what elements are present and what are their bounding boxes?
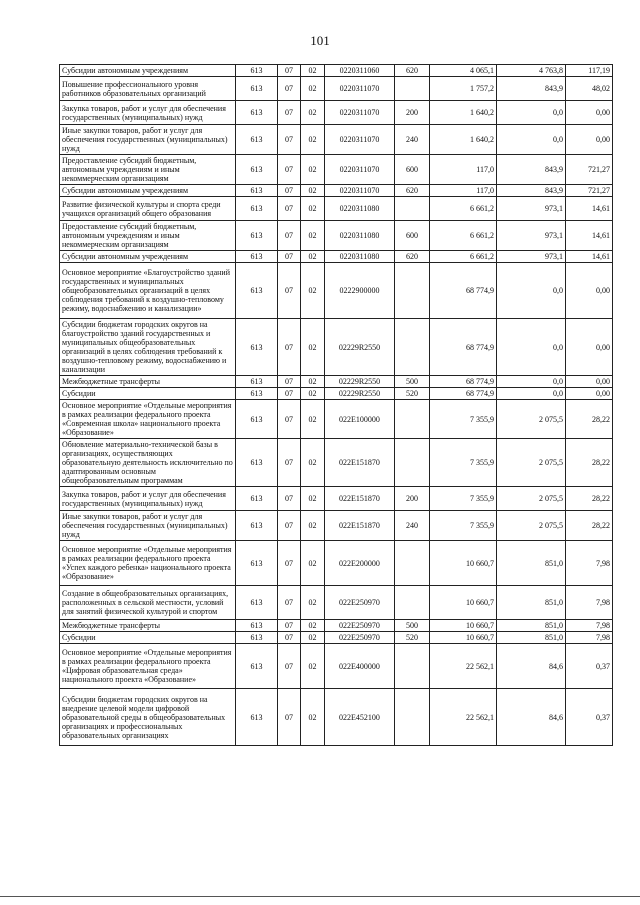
row-actual: 0,0 xyxy=(497,125,566,155)
table-row xyxy=(60,689,613,746)
row-section: 07 xyxy=(278,541,301,586)
row-percent: 14,61 xyxy=(566,221,613,251)
row-plan: 4 065,1 xyxy=(430,65,497,77)
table-row xyxy=(60,77,613,101)
row-actual: 0,0 xyxy=(497,319,566,376)
table-row xyxy=(60,251,613,263)
row-expense-type: 500 xyxy=(395,620,430,632)
row-target-code: 02229R2550 xyxy=(325,376,395,388)
table-row xyxy=(60,65,613,77)
row-target-code: 0220311080 xyxy=(325,251,395,263)
row-actual: 0,0 xyxy=(497,101,566,125)
row-subsection: 02 xyxy=(301,65,325,77)
row-name: Повышение профессионального уровня работников образовательных организаций xyxy=(60,77,236,101)
row-subsection: 02 xyxy=(301,689,325,746)
table-row xyxy=(60,439,613,487)
row-expense-type xyxy=(395,197,430,221)
row-target-code: 0220311060 xyxy=(325,65,395,77)
row-subsection: 02 xyxy=(301,541,325,586)
row-name: Субсидии автономным учреждениям xyxy=(60,185,236,197)
row-target-code: 022E250970 xyxy=(325,632,395,644)
footer-rule xyxy=(0,896,640,897)
row-expense-type: 200 xyxy=(395,487,430,511)
row-actual: 843,9 xyxy=(497,155,566,185)
row-grbs: 613 xyxy=(236,388,278,400)
row-target-code: 0220311070 xyxy=(325,125,395,155)
row-percent: 7,98 xyxy=(566,586,613,620)
row-actual: 843,9 xyxy=(497,77,566,101)
row-actual: 973,1 xyxy=(497,251,566,263)
row-section: 07 xyxy=(278,319,301,376)
row-subsection: 02 xyxy=(301,125,325,155)
row-plan: 6 661,2 xyxy=(430,221,497,251)
row-percent: 28,22 xyxy=(566,487,613,511)
row-grbs: 613 xyxy=(236,251,278,263)
row-percent: 0,00 xyxy=(566,101,613,125)
row-subsection: 02 xyxy=(301,644,325,689)
row-section: 07 xyxy=(278,487,301,511)
row-expense-type: 600 xyxy=(395,221,430,251)
row-plan: 22 562,1 xyxy=(430,644,497,689)
row-section: 07 xyxy=(278,185,301,197)
row-name: Иные закупки товаров, работ и услуг для обеспечения государственных (муниципальных) нужд xyxy=(60,511,236,541)
row-target-code: 02229R2550 xyxy=(325,388,395,400)
row-plan: 10 660,7 xyxy=(430,541,497,586)
row-name: Закупка товаров, работ и услуг для обеспечения государственных (муниципальных) нужд xyxy=(60,487,236,511)
row-percent: 14,61 xyxy=(566,197,613,221)
row-subsection: 02 xyxy=(301,487,325,511)
row-grbs: 613 xyxy=(236,400,278,439)
table-row xyxy=(60,487,613,511)
row-plan: 22 562,1 xyxy=(430,689,497,746)
row-target-code: 0220311070 xyxy=(325,185,395,197)
row-grbs: 613 xyxy=(236,197,278,221)
row-percent: 7,98 xyxy=(566,632,613,644)
row-grbs: 613 xyxy=(236,644,278,689)
row-section: 07 xyxy=(278,221,301,251)
row-subsection: 02 xyxy=(301,620,325,632)
row-plan: 7 355,9 xyxy=(430,487,497,511)
table-row xyxy=(60,197,613,221)
table-row xyxy=(60,155,613,185)
row-actual: 84,6 xyxy=(497,689,566,746)
row-section: 07 xyxy=(278,125,301,155)
row-grbs: 613 xyxy=(236,439,278,487)
row-target-code: 0222900000 xyxy=(325,263,395,319)
row-actual: 84,6 xyxy=(497,644,566,689)
row-section: 07 xyxy=(278,632,301,644)
table-row xyxy=(60,101,613,125)
row-name: Предоставление субсидий бюджетным, автономным учреждениям и иным некоммерческим организациям xyxy=(60,155,236,185)
row-actual: 2 075,5 xyxy=(497,439,566,487)
row-section: 07 xyxy=(278,620,301,632)
row-section: 07 xyxy=(278,101,301,125)
row-target-code: 022E250970 xyxy=(325,620,395,632)
row-actual: 0,0 xyxy=(497,263,566,319)
row-plan: 117,0 xyxy=(430,185,497,197)
row-name: Межбюджетные трансферты xyxy=(60,376,236,388)
row-grbs: 613 xyxy=(236,632,278,644)
row-percent: 7,98 xyxy=(566,541,613,586)
row-percent: 0,00 xyxy=(566,319,613,376)
row-subsection: 02 xyxy=(301,632,325,644)
row-percent: 0,00 xyxy=(566,263,613,319)
row-percent: 28,22 xyxy=(566,400,613,439)
row-grbs: 613 xyxy=(236,487,278,511)
row-name: Основное мероприятие «Отдельные мероприятия в рамках реализации федерального проекта «Современная школа» национального проекта «Образование» xyxy=(60,400,236,439)
table-row xyxy=(60,632,613,644)
row-percent: 721,27 xyxy=(566,155,613,185)
row-grbs: 613 xyxy=(236,586,278,620)
row-percent: 7,98 xyxy=(566,620,613,632)
row-target-code: 0220311070 xyxy=(325,77,395,101)
row-expense-type: 600 xyxy=(395,155,430,185)
row-expense-type xyxy=(395,400,430,439)
table-row xyxy=(60,376,613,388)
row-subsection: 02 xyxy=(301,263,325,319)
row-plan: 68 774,9 xyxy=(430,388,497,400)
row-percent: 14,61 xyxy=(566,251,613,263)
row-actual: 2 075,5 xyxy=(497,487,566,511)
row-percent: 28,22 xyxy=(566,439,613,487)
row-plan: 117,0 xyxy=(430,155,497,185)
row-expense-type: 240 xyxy=(395,511,430,541)
row-target-code: 022E151870 xyxy=(325,439,395,487)
row-subsection: 02 xyxy=(301,185,325,197)
table-row xyxy=(60,319,613,376)
row-grbs: 613 xyxy=(236,511,278,541)
row-percent: 0,00 xyxy=(566,388,613,400)
row-grbs: 613 xyxy=(236,376,278,388)
row-plan: 68 774,9 xyxy=(430,319,497,376)
row-percent: 721,27 xyxy=(566,185,613,197)
row-grbs: 613 xyxy=(236,221,278,251)
row-subsection: 02 xyxy=(301,77,325,101)
table-row xyxy=(60,185,613,197)
row-expense-type: 240 xyxy=(395,125,430,155)
table-row xyxy=(60,125,613,155)
row-target-code: 0220311080 xyxy=(325,221,395,251)
row-section: 07 xyxy=(278,376,301,388)
row-percent: 28,22 xyxy=(566,511,613,541)
row-section: 07 xyxy=(278,644,301,689)
row-name: Субсидии бюджетам городских округов на благоустройство зданий государственных и муниципальных общеобразовательных организаций в целях соблюдения требований к воздушно-тепловому режиму, водоснабжению и канализации xyxy=(60,319,236,376)
row-plan: 7 355,9 xyxy=(430,511,497,541)
row-subsection: 02 xyxy=(301,221,325,251)
table-row xyxy=(60,511,613,541)
row-actual: 843,9 xyxy=(497,185,566,197)
row-section: 07 xyxy=(278,388,301,400)
row-grbs: 613 xyxy=(236,65,278,77)
row-target-code: 022E452100 xyxy=(325,689,395,746)
row-actual: 0,0 xyxy=(497,388,566,400)
row-percent: 117,19 xyxy=(566,65,613,77)
row-expense-type xyxy=(395,77,430,101)
row-grbs: 613 xyxy=(236,155,278,185)
row-target-code: 0220311070 xyxy=(325,101,395,125)
table-row xyxy=(60,400,613,439)
table-row xyxy=(60,221,613,251)
row-plan: 1 640,2 xyxy=(430,101,497,125)
row-subsection: 02 xyxy=(301,101,325,125)
row-section: 07 xyxy=(278,511,301,541)
row-grbs: 613 xyxy=(236,541,278,586)
row-plan: 1 757,2 xyxy=(430,77,497,101)
budget-table xyxy=(59,64,613,746)
row-plan: 7 355,9 xyxy=(430,439,497,487)
row-target-code: 0220311070 xyxy=(325,155,395,185)
row-expense-type xyxy=(395,263,430,319)
row-percent: 0,37 xyxy=(566,644,613,689)
row-name: Создание в общеобразовательных организациях, расположенных в сельской местности, условий для занятий физической культурой и спортом xyxy=(60,586,236,620)
row-plan: 1 640,2 xyxy=(430,125,497,155)
table-row xyxy=(60,586,613,620)
row-name: Развитие физической культуры и спорта среди учащихся организаций общего образования xyxy=(60,197,236,221)
row-expense-type xyxy=(395,586,430,620)
row-expense-type xyxy=(395,689,430,746)
table-row xyxy=(60,388,613,400)
row-grbs: 613 xyxy=(236,77,278,101)
row-section: 07 xyxy=(278,439,301,487)
row-name: Субсидии xyxy=(60,388,236,400)
row-plan: 10 660,7 xyxy=(430,586,497,620)
row-subsection: 02 xyxy=(301,511,325,541)
row-name: Основное мероприятие «Отдельные мероприятия в рамках реализации федерального проекта «Цифровая образовательная среда» национального проекта «Образование» xyxy=(60,644,236,689)
row-actual: 973,1 xyxy=(497,221,566,251)
row-target-code: 022E400000 xyxy=(325,644,395,689)
row-grbs: 613 xyxy=(236,689,278,746)
row-plan: 68 774,9 xyxy=(430,263,497,319)
row-name: Субсидии xyxy=(60,632,236,644)
row-actual: 2 075,5 xyxy=(497,400,566,439)
row-actual: 851,0 xyxy=(497,632,566,644)
row-subsection: 02 xyxy=(301,376,325,388)
row-expense-type xyxy=(395,439,430,487)
row-actual: 4 763,8 xyxy=(497,65,566,77)
row-grbs: 613 xyxy=(236,185,278,197)
row-expense-type: 520 xyxy=(395,388,430,400)
row-actual: 851,0 xyxy=(497,586,566,620)
row-name: Обновление материально-технической базы в организациях, осуществляющих образовательную деятельность исключительно по адаптированным основным общеобразовательным программам xyxy=(60,439,236,487)
row-name: Субсидии бюджетам городских округов на внедрение целевой модели цифровой образовательной среды в общеобразовательных организациях и профессиональных образовательных организациях xyxy=(60,689,236,746)
row-name: Иные закупки товаров, работ и услуг для обеспечения государственных (муниципальных) нужд xyxy=(60,125,236,155)
row-target-code: 022E200000 xyxy=(325,541,395,586)
row-percent: 48,02 xyxy=(566,77,613,101)
row-target-code: 02229R2550 xyxy=(325,319,395,376)
row-target-code: 022E151870 xyxy=(325,511,395,541)
row-grbs: 613 xyxy=(236,620,278,632)
row-actual: 851,0 xyxy=(497,541,566,586)
row-expense-type: 200 xyxy=(395,101,430,125)
row-target-code: 0220311080 xyxy=(325,197,395,221)
table-row xyxy=(60,644,613,689)
row-expense-type: 500 xyxy=(395,376,430,388)
row-subsection: 02 xyxy=(301,439,325,487)
row-subsection: 02 xyxy=(301,388,325,400)
row-expense-type: 520 xyxy=(395,632,430,644)
row-section: 07 xyxy=(278,400,301,439)
row-target-code: 022E100000 xyxy=(325,400,395,439)
row-expense-type: 620 xyxy=(395,251,430,263)
row-plan: 6 661,2 xyxy=(430,251,497,263)
row-plan: 68 774,9 xyxy=(430,376,497,388)
row-section: 07 xyxy=(278,263,301,319)
row-section: 07 xyxy=(278,155,301,185)
table-body xyxy=(60,65,613,746)
row-subsection: 02 xyxy=(301,319,325,376)
row-grbs: 613 xyxy=(236,263,278,319)
row-expense-type: 620 xyxy=(395,185,430,197)
row-name: Основное мероприятие «Отдельные мероприятия в рамках реализации федерального проекта «Успех каждого ребенка» национального проекта «Образование» xyxy=(60,541,236,586)
row-subsection: 02 xyxy=(301,155,325,185)
row-plan: 7 355,9 xyxy=(430,400,497,439)
row-plan: 10 660,7 xyxy=(430,632,497,644)
row-target-code: 022E151870 xyxy=(325,487,395,511)
row-subsection: 02 xyxy=(301,251,325,263)
row-subsection: 02 xyxy=(301,197,325,221)
row-subsection: 02 xyxy=(301,586,325,620)
row-grbs: 613 xyxy=(236,125,278,155)
row-expense-type xyxy=(395,541,430,586)
row-section: 07 xyxy=(278,251,301,263)
table-row xyxy=(60,263,613,319)
table-row xyxy=(60,620,613,632)
row-percent: 0,00 xyxy=(566,376,613,388)
row-actual: 973,1 xyxy=(497,197,566,221)
row-subsection: 02 xyxy=(301,400,325,439)
row-target-code: 022E250970 xyxy=(325,586,395,620)
row-name: Межбюджетные трансферты xyxy=(60,620,236,632)
row-plan: 10 660,7 xyxy=(430,620,497,632)
row-expense-type xyxy=(395,319,430,376)
row-expense-type xyxy=(395,644,430,689)
row-name: Субсидии автономным учреждениям xyxy=(60,251,236,263)
row-section: 07 xyxy=(278,586,301,620)
row-grbs: 613 xyxy=(236,101,278,125)
row-actual: 2 075,5 xyxy=(497,511,566,541)
row-grbs: 613 xyxy=(236,319,278,376)
row-actual: 0,0 xyxy=(497,376,566,388)
row-expense-type: 620 xyxy=(395,65,430,77)
row-name: Закупка товаров, работ и услуг для обеспечения государственных (муниципальных) нужд xyxy=(60,101,236,125)
row-name: Предоставление субсидий бюджетным, автономным учреждениям и иным некоммерческим организациям xyxy=(60,221,236,251)
page-number: 101 xyxy=(310,33,330,48)
row-section: 07 xyxy=(278,689,301,746)
row-percent: 0,37 xyxy=(566,689,613,746)
row-name: Основное мероприятие «Благоустройство зданий государственных и муниципальных общеобразовательных организаций в целях соблюдения требований к воздушно-тепловому режиму, водоснабжению и канализации» xyxy=(60,263,236,319)
row-section: 07 xyxy=(278,65,301,77)
row-percent: 0,00 xyxy=(566,125,613,155)
row-plan: 6 661,2 xyxy=(430,197,497,221)
row-actual: 851,0 xyxy=(497,620,566,632)
row-name: Субсидии автономным учреждениям xyxy=(60,65,236,77)
row-section: 07 xyxy=(278,197,301,221)
row-section: 07 xyxy=(278,77,301,101)
table-row xyxy=(60,541,613,586)
